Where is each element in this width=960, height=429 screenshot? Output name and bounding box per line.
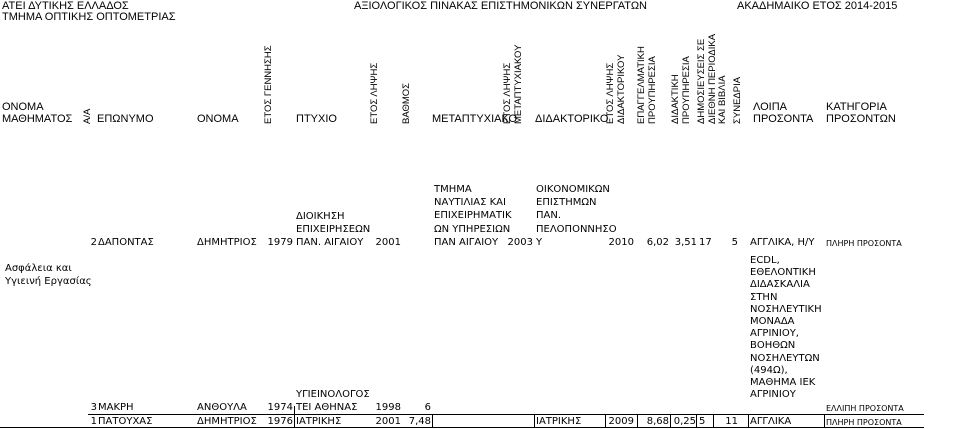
cell-birth-year: 1976: [267, 416, 293, 427]
col-professional-line1: ΕΠΑΓΓΕΛΜΑΤΙΚΗ: [636, 46, 647, 124]
col-category-line1: ΚΑΤΗΓΟΡΙΑ: [826, 101, 887, 113]
cell-degree-line: ΠΑΝ. ΑΙΓΑΙΟΥ: [296, 237, 364, 249]
cell-master-year: 2003: [507, 237, 533, 248]
cell-name: ΔΗΜΗΤΡΙΟΣ: [197, 237, 257, 248]
col-master-year: [503, 45, 524, 124]
cell-birth-year: 1979: [267, 237, 293, 248]
cell-phd-line: ΕΠΙΣΤΗΜΩΝ: [536, 197, 597, 209]
cell-degree-year: 1998: [375, 402, 401, 413]
col-master-year-line1: ΕΤΟΣ ΛΗΨΗΣ: [502, 62, 513, 124]
cell-degree-year: 2001: [375, 416, 401, 427]
cell-degree: [296, 210, 370, 250]
cell-aa: 2: [90, 237, 97, 248]
col-degree: ΠΤΥΧΙΟ: [296, 113, 337, 125]
cell-other: ΑΓΓΛΙΚΑ: [750, 416, 792, 427]
cell-other-line: ΒΟΗΘΩΝ: [750, 340, 796, 352]
cell-phd-line: ΠΕΛΟΠΟΝΝΗΣΟ: [536, 223, 617, 235]
cell-other-line: ΣΤΗΝ: [750, 291, 778, 303]
cell-publications: 5: [699, 416, 706, 427]
cell-other-line: ΜΑΘΗΜΑ ΙΕΚ: [750, 377, 816, 389]
course-name: [5, 262, 92, 288]
cell-professional: 8,68: [646, 416, 669, 427]
column-divider: [696, 414, 697, 428]
department-name: ΤΜΗΜΑ ΟΠΤΙΚΗΣ ΟΠΤΟΜΕΤΡΙΑΣ: [2, 11, 176, 23]
cell-surname: ΠΑΤΟΥΧΑΣ: [98, 416, 153, 427]
cell-phd-year: 2010: [608, 237, 634, 248]
cell-other-line: ΝΟΣΗΛΕΥΤΙΚΗ: [750, 303, 822, 315]
col-course-line2: ΜΑΘΗΜΑΤΟΣ: [2, 113, 73, 125]
cell-other: [750, 255, 822, 401]
cell-phd-year: 2009: [608, 416, 634, 427]
cell-degree: [296, 388, 370, 414]
course-name-line2: Υγιεινή Εργασίας: [5, 276, 92, 288]
cell-other-line: ΜΟΝΑΔΑ: [750, 316, 795, 328]
column-divider: [432, 414, 433, 428]
col-phd: ΔΙΔΑΚΤΟΡΙΚΟ: [535, 113, 609, 125]
cell-master-line: ΝΑΥΤΙΛΙΑΣ ΚΑΙ: [434, 197, 506, 209]
column-divider: [294, 406, 295, 428]
cell-conferences: 5: [731, 237, 738, 248]
cell-degree-line: ΤΕΙ ΑΘΗΝΑΣ: [296, 402, 358, 414]
cell-aa: 3: [90, 402, 97, 413]
cell-degree-year: 2001: [375, 237, 401, 248]
cell-professional: 6,02: [646, 237, 669, 248]
cell-other-line: ΝΟΣΗΛΕΥΤΩΝ: [750, 352, 820, 364]
col-professional-line2: ΠΡΟΥΠΗΡΕΣΙΑ: [646, 56, 658, 124]
col-phd-year: [606, 55, 627, 124]
cell-other-line: (494Ω),: [750, 364, 788, 376]
cell-other: ΑΓΓΛΙΚΑ, Η/Υ: [750, 237, 815, 248]
col-publications-line2: ΔΙΕΘΝΗ ΠΕΡΙΟΔΙΚΑ: [706, 33, 718, 124]
col-surname: ΕΠΩΝΥΜΟ: [97, 113, 154, 125]
course-name-line1: Ασφάλεια και: [5, 263, 72, 274]
col-other: [753, 101, 813, 125]
cell-birth-year: 1974: [267, 402, 293, 413]
col-teaching: [671, 56, 692, 124]
col-degree-year: ΕΤΟΣ ΛΗΨΗΣ: [369, 62, 380, 124]
col-birth-year: ΕΤΟΣ ΓΕΝΝΗΣΗΣ: [263, 45, 274, 124]
cell-master-line: ΠΑΝ ΑΙΓΑΙΟΥ: [434, 236, 499, 248]
col-category-line2: ΠΡΟΣΟΝΤΩΝ: [826, 113, 896, 125]
cell-master-line: ΤΜΗΜΑ: [434, 184, 472, 195]
cell-surname: ΔΑΠΟΝΤΑΣ: [98, 237, 154, 248]
col-course-line1: ΟΝΟΜΑ: [2, 101, 44, 113]
col-master: ΜΕΤΑΠΤΥΧΙΑΚΟ: [432, 113, 518, 125]
col-publications-line1: ΔΗΜΟΣΙΕΥΣΕΙΣ ΣΕ: [696, 38, 707, 124]
column-divider: [534, 414, 535, 428]
cell-phd: ΙΑΤΡΙΚΗΣ: [536, 416, 582, 427]
cell-publications: 17: [699, 237, 712, 248]
column-divider: [824, 414, 825, 428]
column-divider: [748, 414, 749, 428]
col-category: [826, 101, 896, 125]
cell-category: ΕΛΛΙΠΗ ΠΡΟΣΟΝΤΑ: [826, 404, 904, 413]
cell-conferences: 11: [725, 416, 738, 427]
cell-name: ΔΗΜΗΤΡΙΟΣ: [197, 416, 257, 427]
col-conferences: ΣΥΝΕΔΡΙΑ: [732, 76, 743, 124]
cell-phd-line: ΟΙΚΟΝΟΜΙΚΩΝ: [536, 184, 610, 195]
cell-other-line: ΑΓΡΙΝΙΟΥ,: [750, 328, 799, 340]
col-grade: ΒΑΘΜΟΣ: [401, 82, 412, 124]
cell-degree-line: ΥΓΙΕΙΝΟΛΟΓΟΣ: [296, 389, 370, 400]
cell-phd-line: Υ: [536, 236, 543, 248]
cell-surname: ΜΑΚΡΗ: [98, 402, 134, 413]
col-phd-year-line2: ΔΙΔΑΚΤΟΡΙΚΟΥ: [615, 54, 627, 124]
institution-name: ΑΤΕΙ ΔΥΤΙΚΗΣ ΕΛΛΑΔΟΣ: [2, 0, 129, 12]
academic-year: ΑΚΑΔΗΜΑΙΚΟ ΕΤΟΣ 2014-2015: [737, 0, 898, 12]
cell-master-line: ΕΠΙΧΕΙΡΗΜΑΤΙΚ: [434, 210, 512, 222]
cell-category: ΠΛΗΡΗ ΠΡΟΣΟΝΤΑ: [826, 239, 902, 248]
col-professional: [637, 46, 658, 124]
cell-degree-line: ΔΙΟΙΚΗΣΗ: [296, 211, 345, 222]
cell-other-line: ΑΓΡΙΝΙΟΥ: [750, 389, 796, 401]
col-aa: Α/Α: [82, 108, 93, 124]
cell-degree-line: ΕΠΙΧΕΙΡΗΣΕΩΝ: [296, 224, 371, 236]
cell-other-line: ECDL,: [750, 255, 780, 266]
cell-other-line: ΔΙΔΑΣΚΑΛΙΑ: [750, 279, 810, 291]
document-title: ΑΞΙΟΛΟΓΙΚΟΣ ΠΙΝΑΚΑΣ ΕΠΙΣΤΗΜΟΝΙΚΩΝ ΣΥΝΕΡΓΑΤΩΝ: [354, 0, 647, 12]
col-other-line1: ΛΟΙΠΑ: [753, 101, 788, 113]
cell-master-line: ΩΝ ΥΠΗΡΕΣΙΩΝ: [434, 223, 511, 235]
cell-degree: ΙΑΤΡΙΚΗΣ: [296, 416, 342, 427]
col-phd-year-line1: ΕΤΟΣ ΛΗΨΗΣ: [605, 62, 616, 124]
col-name: ΟΝΟΜΑ: [197, 113, 239, 125]
col-teaching-line2: ΠΡΟΥΠΗΡΕΣΙΑ: [680, 56, 692, 124]
col-teaching-line1: ΔΙΔΑΚΤΙΚΗ: [670, 74, 681, 124]
cell-phd-line: ΠΑΝ.: [536, 210, 562, 222]
cell-teaching: 0,25: [673, 416, 696, 427]
col-publications-line3: ΚΑΙ ΒΙΒΛΙΑ: [717, 75, 728, 124]
cell-category: ΠΛΗΡΗ ΠΡΟΣΟΝΤΑ: [826, 418, 902, 427]
col-master-year-line2: ΜΕΤΑΠΤΥΧΙΑΚΟΥ: [512, 44, 524, 124]
cell-grade: 6: [424, 402, 431, 413]
col-other-line2: ΠΡΟΣΟΝΤΑ: [753, 113, 814, 125]
cell-other-line: ΕΘΕΛΟΝΤΙΚΗ: [750, 267, 816, 279]
cell-teaching: 3,51: [674, 237, 697, 248]
cell-name: ΑΝΘΟΥΛΑ: [197, 402, 247, 413]
col-publications: [697, 34, 729, 124]
cell-grade: 7,48: [408, 416, 431, 427]
cell-aa: 1: [90, 416, 97, 427]
col-course: [2, 101, 72, 125]
